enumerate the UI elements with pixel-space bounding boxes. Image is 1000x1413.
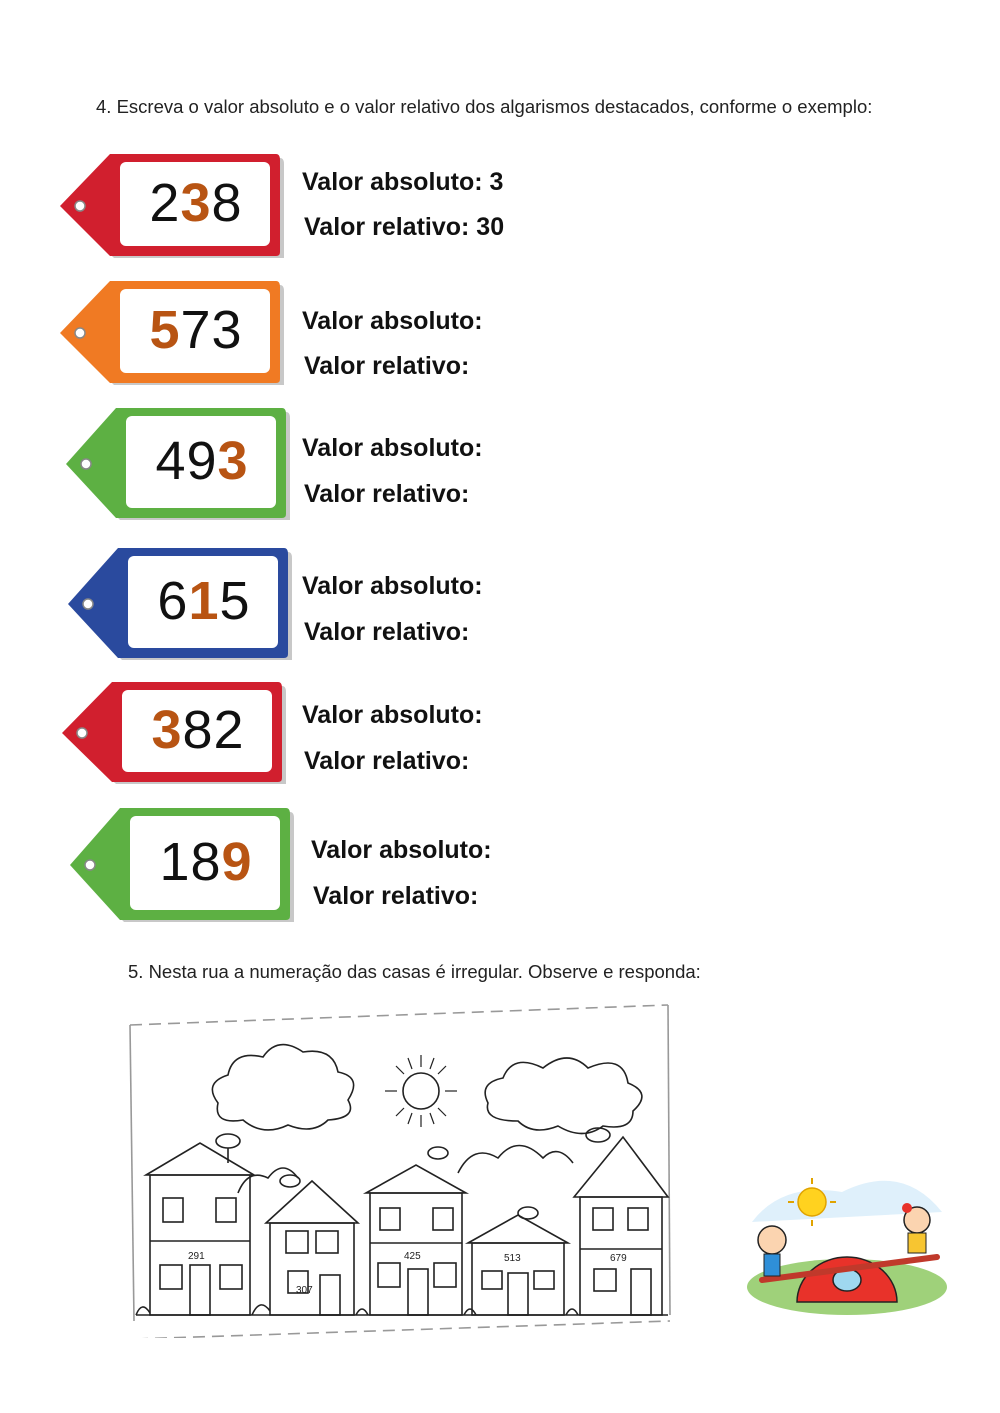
tag-highlighted-digit: 5 (149, 300, 181, 360)
price-tag (60, 680, 286, 786)
absolute-value-label: Valor absoluto: 3 (302, 168, 504, 196)
sun-icon (385, 1055, 457, 1127)
house-425 (366, 1147, 466, 1315)
cloud-left-icon (212, 1045, 353, 1130)
tag-digits-after: 73 (180, 300, 243, 360)
house-number: 679 (610, 1253, 627, 1264)
tag-digits-before: 18 (159, 832, 222, 892)
absolute-value-label: Valor absoluto: (311, 836, 492, 864)
tag-highlighted-digit: 3 (180, 173, 212, 233)
tag-highlighted-digit: 9 (221, 832, 253, 892)
price-tag (58, 279, 284, 387)
absolute-value-label: Valor absoluto: (302, 701, 483, 729)
house-number: 425 (404, 1251, 421, 1262)
absolute-value-label: Valor absoluto: (302, 572, 483, 600)
house-291 (146, 1134, 254, 1315)
house-number: 513 (504, 1253, 521, 1264)
tag-digits-before: 2 (149, 173, 181, 233)
street-illustration (128, 1003, 673, 1338)
girl-icon (902, 1203, 930, 1253)
tag-digits-before: 6 (157, 571, 189, 631)
tag-digits-after: 5 (219, 571, 251, 631)
relative-value-label: Valor relativo: (304, 747, 470, 775)
tag-highlighted-digit: 3 (217, 431, 249, 491)
relative-value-label: Valor relativo: (304, 352, 470, 380)
absolute-value-label: Valor absoluto: (302, 434, 483, 462)
relative-value-label: Valor relativo: (304, 618, 470, 646)
relative-value-label: Valor relativo: (313, 882, 479, 910)
kids-seesaw-illustration (742, 1162, 952, 1322)
tag-number (68, 831, 344, 893)
house-number: 291 (188, 1251, 205, 1262)
house-number: 307 (296, 1285, 313, 1296)
relative-value-label: Valor relativo: 30 (304, 213, 505, 241)
price-tag (58, 152, 284, 260)
price-tag (68, 806, 294, 924)
relative-value-label: Valor relativo: (304, 480, 470, 508)
tag-number (58, 299, 334, 361)
exercise-4-instruction: 4. Escreva o valor absoluto e o valor relativo dos algarismos destacados, conforme o exemplo: (96, 96, 873, 117)
price-tag (66, 546, 292, 662)
tag-digits-after: 8 (211, 173, 243, 233)
tag-highlighted-digit: 3 (151, 700, 183, 760)
tag-number (64, 430, 340, 492)
tag-digits-before: 49 (155, 431, 218, 491)
tag-number (58, 172, 334, 234)
tag-number (60, 699, 336, 761)
tag-number (66, 570, 342, 632)
exercise-5-instruction: 5. Nesta rua a numeração das casas é irregular. Observe e responda: (128, 961, 701, 982)
cloud-right-icon (485, 1058, 642, 1134)
house-679 (574, 1128, 668, 1315)
tag-highlighted-digit: 1 (188, 571, 220, 631)
tag-digits-after: 82 (182, 700, 245, 760)
price-tag (64, 406, 290, 522)
absolute-value-label: Valor absoluto: (302, 307, 483, 335)
